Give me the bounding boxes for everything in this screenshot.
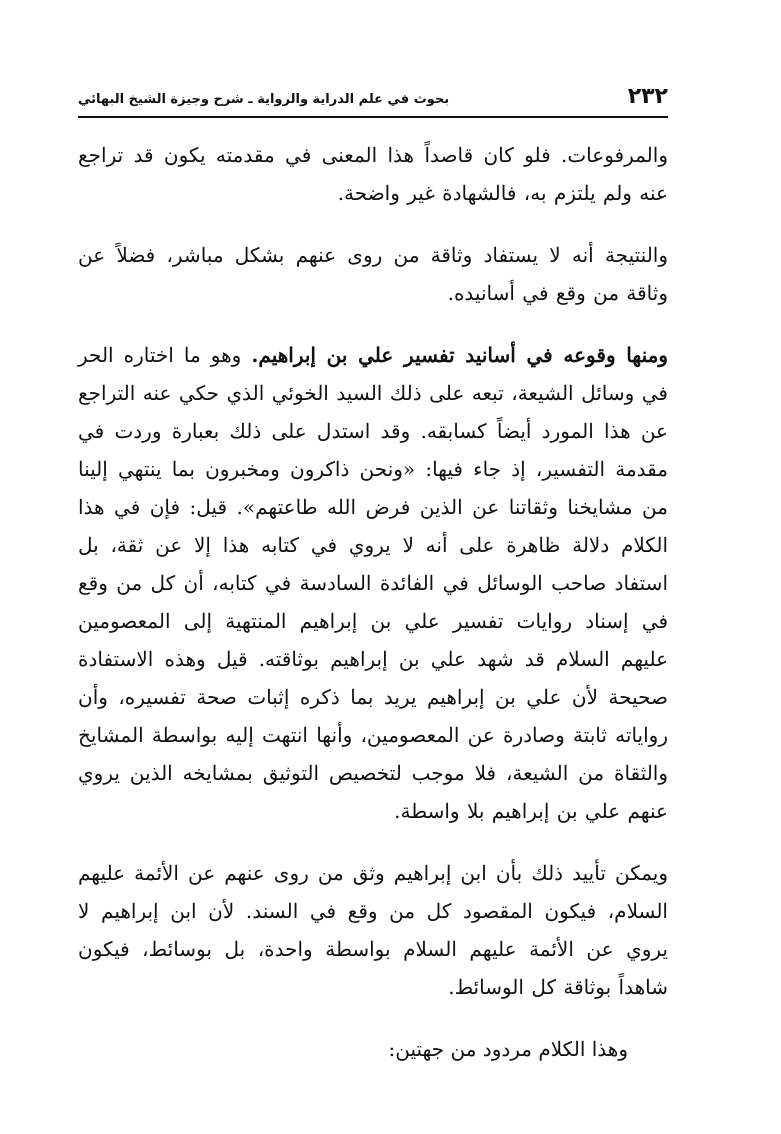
- paragraph-2-text: والنتيجة أنه لا يستفاد وثاقة من روى عنهم بشكل مباشر، فضلاً عن وثاقة من وقع في أسانيده.: [78, 243, 668, 305]
- paragraph-2: [78, 236, 668, 312]
- paragraph-1: [78, 136, 668, 212]
- running-title: بحوث في علم الدراية والرواية ـ شرح وجيزة الشيخ البهائي: [78, 92, 450, 107]
- paragraph-3-text: وهو ما اختاره الحر في وسائل الشيعة، تبعه على ذلك السيد الخوئي الذي حكي عنه التراجع عن هذا المورد أيضاً كسابقه. وقد استدل على ذلك بعبارة وردت في مقدمة التفسير، إذ جاء فيها: «ونحن ذاكرون ومخبرون بما ينتهي إلينا من مشايخنا وثقاتنا عن الذين فرض الله طاعتهم». قيل: فإن في هذا الكلام دلالة ظاهرة على أنه لا يروي في كتابه هذا إلا عن ثقة، بل استفاد صاحب الوسائل في الفائدة السادسة في كتابه، أن كل من وقع في إسناد روايات تفسير علي بن إبراهيم المنتهية إلى المعصومين عليهم السلام قد شهد علي بن إبراهيم بوثاقته. قيل وهذه الاستفادة صحيحة لأن علي بن إبراهيم يريد بما ذكره إثبات صحة تفسيره، وأن رواياته ثابتة وصادرة عن المعصومين، وأنها انتهت إليه بواسطة المشايخ والثقاة من الشيعة، فلا موجب لتخصيص التوثيق بمشايخه الذين يروي عنهم علي بن إبراهيم بلا واسطة.: [78, 343, 668, 823]
- paragraph-4: [78, 854, 668, 1006]
- paragraph-3: [78, 336, 668, 830]
- paragraph-4-text: ويمكن تأييد ذلك بأن ابن إبراهيم وثق من روى عنهم عن الأئمة عليهم السلام، فيكون المقصود كل من وقع في السند. لأن ابن إبراهيم لا يروي عن الأئمة عليهم السلام بواسطة واحدة، بل بوسائط، فيكون شاهداً بوثاقة كل الوسائط.: [78, 861, 668, 999]
- page-number: ٢٣٢: [627, 84, 668, 109]
- paragraph-1-text: والمرفوعات. فلو كان قاصداً هذا المعنى في مقدمته يكون قد تراجع عنه ولم يلتزم به، فالشهادة غير واضحة.: [78, 143, 668, 205]
- page-header: [78, 80, 668, 118]
- closing-line: وهذا الكلام مردود من جهتين:: [388, 1037, 628, 1061]
- body-text: [78, 136, 668, 1068]
- paragraph-3-lead: ومنها وقوعه في أسانيد تفسير علي بن إبراهيم.: [251, 343, 668, 367]
